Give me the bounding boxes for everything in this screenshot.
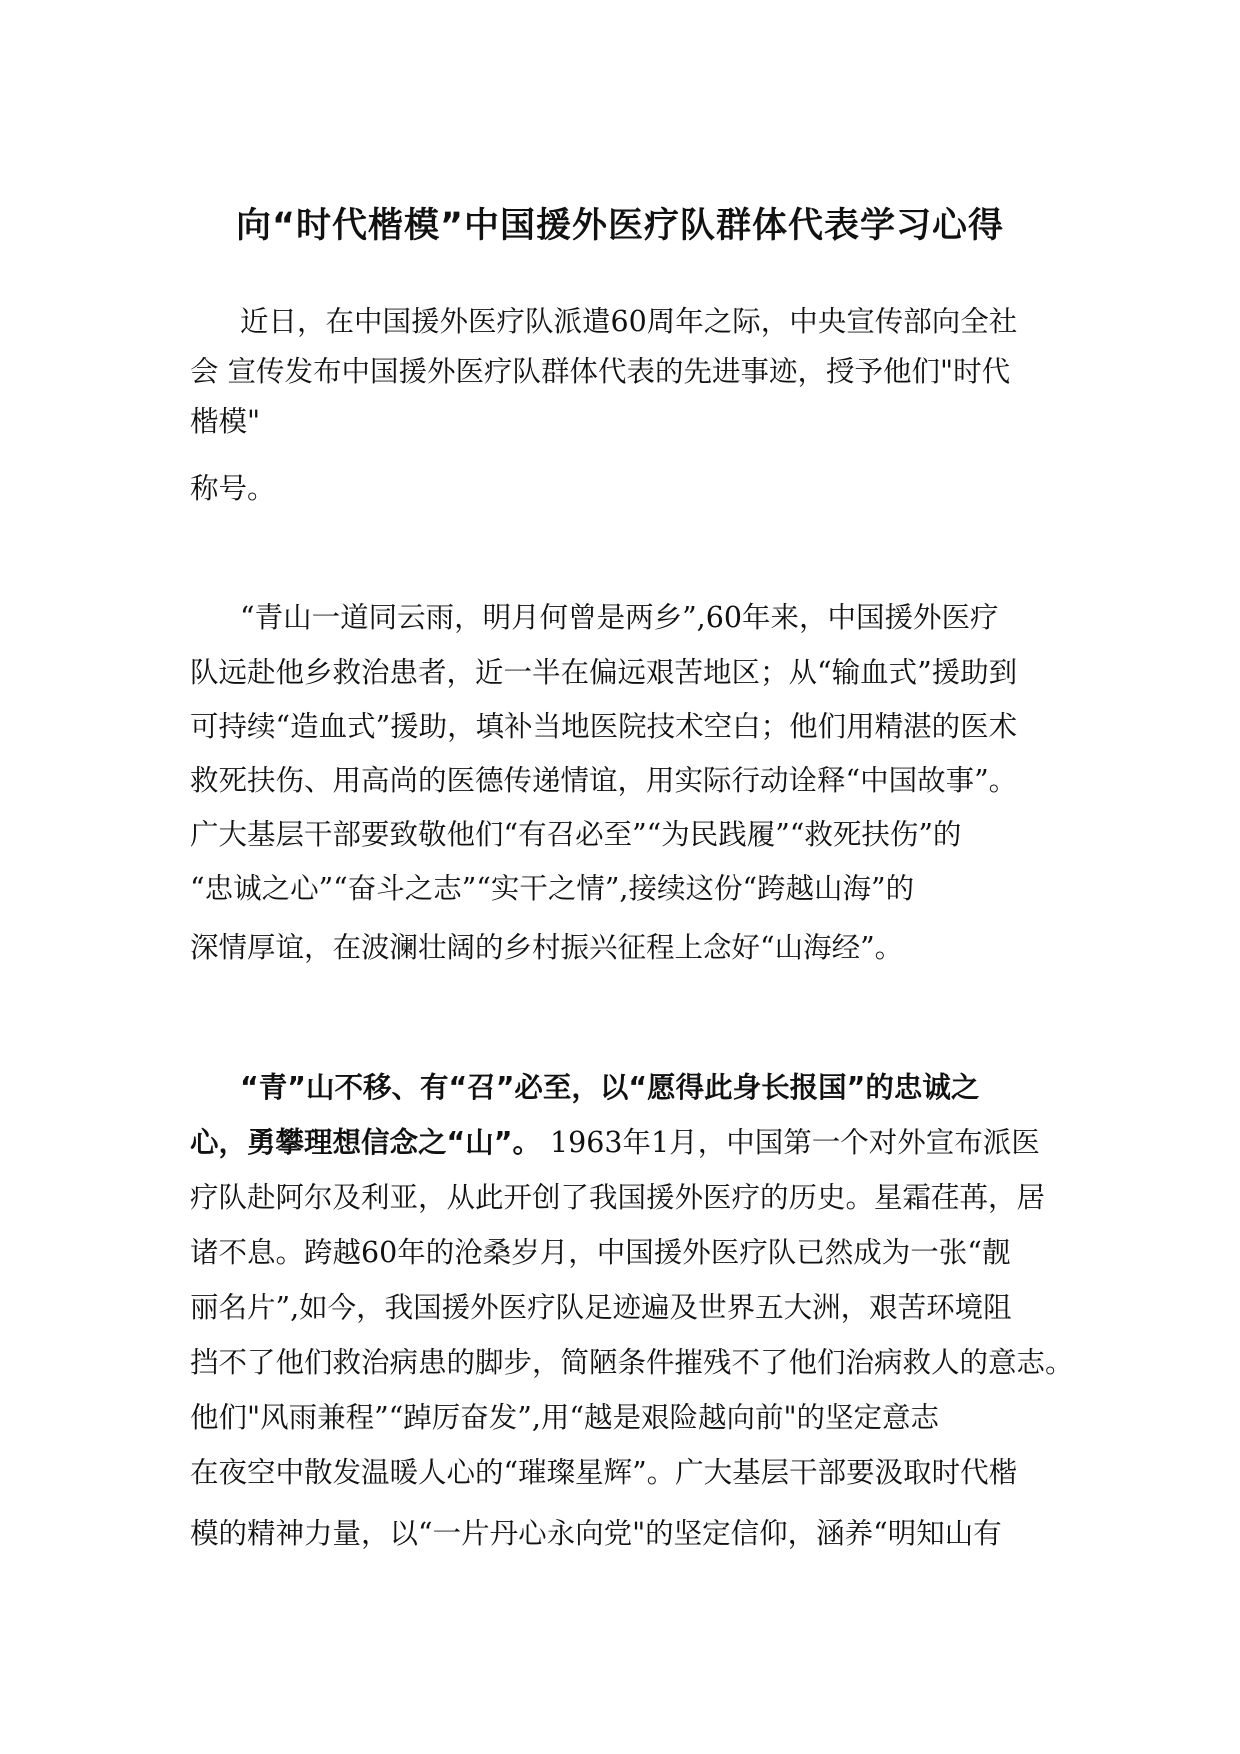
paragraph-2-line-7: 深情厚谊，在波澜壮阔的乡村振兴征程上念好“山海经”。 xyxy=(190,931,904,964)
paragraph-2-line-4: 救死扶伤、用高尚的医德传递情谊，用实际行动诠释“中国故事”。 xyxy=(190,764,1018,797)
paragraph-3-line-7: 他们"风雨兼程”“踔厉奋发”,用“越是艰险越向前"的坚定意志 xyxy=(190,1401,940,1434)
paragraph-1-line-3: 楷模" xyxy=(190,405,261,438)
paragraph-1-line-4: 称号。 xyxy=(190,472,276,505)
paragraph-3-line-6: 挡不了他们救治病患的脚步，简陋条件摧残不了他们治病救人的意志。 xyxy=(190,1346,1074,1379)
paragraph-3-line-9: 模的精神力量，以“一片丹心永向党"的坚定信仰，涵养“明知山有 xyxy=(190,1517,1002,1550)
paragraph-2-line-1: “青山一道同云雨，明月何曾是两乡”,60年来，中国援外医疗 xyxy=(240,601,999,634)
paragraph-3-line-2 xyxy=(190,1121,1070,1165)
document-title: 向“时代楷模”中国援外医疗队群体代表学习心得 xyxy=(235,206,1004,246)
paragraph-2-line-5: 广大基层干部要致敬他们“有召必至”“为民践履”“救死扶伤”的 xyxy=(190,818,962,851)
paragraph-3-line-2-rest: 1963年1月，中国第一个对外宣布派医 xyxy=(540,1126,1040,1159)
paragraph-1-line-2: 会 宣传发布中国援外医疗队群体代表的先进事迹，授予他们"时代 xyxy=(190,355,1011,388)
paragraph-2-line-3: 可持续“造血式”援助，填补当地医院技术空白；他们用精湛的医术 xyxy=(190,710,1018,743)
paragraph-3-line-4: 诸不息。跨越60年的沧桑岁月，中国援外医疗队已然成为一张“靓 xyxy=(190,1236,1011,1269)
paragraph-3-heading-line-1: “青”山不移、有“召”必至，以“愿得此身长报国”的忠诚之 xyxy=(240,1071,980,1104)
paragraph-2-line-2: 队远赴他乡救治患者，近一半在偏远艰苦地区；从“输血式”援助到 xyxy=(190,656,1018,689)
paragraph-3-line-8: 在夜空中散发温暖人心的“璀璨星辉”。广大基层干部要汲取时代楷 xyxy=(190,1456,1018,1489)
paragraph-3-heading-line-2: 心，勇攀理想信念之“山”。 xyxy=(190,1126,541,1159)
paragraph-1-line-1: 近日，在中国援外医疗队派遣60周年之际，中央宣传部向全社 xyxy=(240,305,1018,338)
paragraph-3-line-3: 疗队赴阿尔及利亚，从此开创了我国援外医疗的历史。星霜荏苒，居 xyxy=(190,1181,1046,1214)
paragraph-2-line-6: “忠诚之心”“奋斗之志”“实干之情”,接续这份“跨越山海”的 xyxy=(190,872,915,905)
paragraph-3-line-5: 丽名片”,如今，我国援外医疗队足迹遍及世界五大洲，艰苦环境阻 xyxy=(190,1291,1012,1324)
